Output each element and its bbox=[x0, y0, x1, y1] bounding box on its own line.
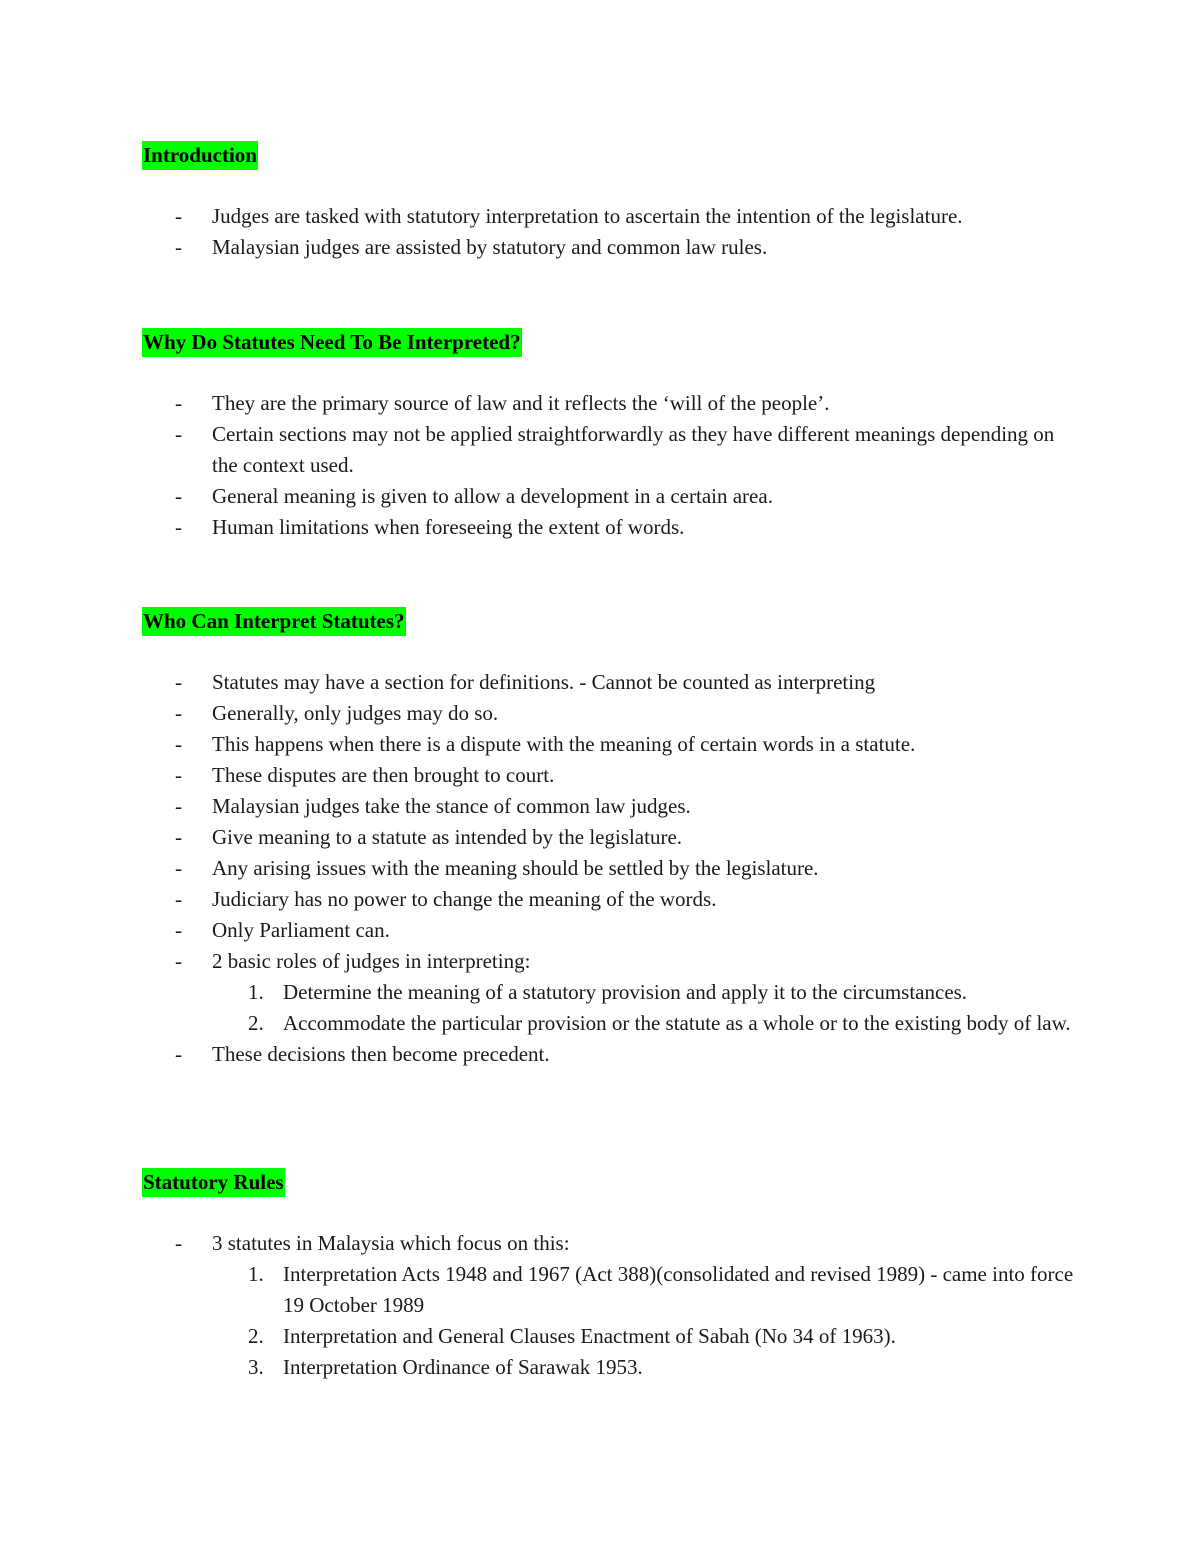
dash-marker: - bbox=[175, 422, 182, 446]
number-marker: 2. bbox=[248, 1324, 264, 1348]
list-item-text: They are the primary source of law and it reflects the ‘will of the people’. bbox=[212, 391, 830, 415]
list-item bbox=[142, 853, 1082, 884]
list-item bbox=[142, 915, 1082, 946]
dash-marker: - bbox=[175, 1042, 182, 1066]
number-marker: 1. bbox=[248, 980, 264, 1004]
numbered-item-text: Interpretation and General Clauses Enactment of Sabah (No 34 of 1963). bbox=[283, 1324, 896, 1348]
list-item-text: Give meaning to a statute as intended by the legislature. bbox=[212, 825, 683, 849]
dash-marker: - bbox=[175, 763, 182, 787]
numbered-item bbox=[212, 1008, 1082, 1039]
list-item bbox=[142, 419, 1082, 481]
number-marker: 2. bbox=[248, 1011, 264, 1035]
list-item bbox=[142, 729, 1082, 760]
number-marker: 1. bbox=[248, 1262, 264, 1286]
dash-marker: - bbox=[175, 794, 182, 818]
dash-marker: - bbox=[175, 484, 182, 508]
section-heading: Introduction bbox=[142, 141, 258, 170]
dash-marker: - bbox=[175, 732, 182, 756]
list-item-text: These decisions then become precedent. bbox=[212, 1042, 550, 1066]
list-item-text: Generally, only judges may do so. bbox=[212, 701, 499, 725]
list-item-text: 3 statutes in Malaysia which focus on this: bbox=[212, 1231, 570, 1255]
dash-marker: - bbox=[175, 701, 182, 725]
section-heading: Why Do Statutes Need To Be Interpreted? bbox=[142, 328, 522, 357]
list-item bbox=[142, 822, 1082, 853]
numbered-item-text: Interpretation Ordinance of Sarawak 1953. bbox=[283, 1355, 643, 1379]
list-item bbox=[142, 760, 1082, 791]
dash-marker: - bbox=[175, 949, 182, 973]
section-heading: Who Can Interpret Statutes? bbox=[142, 607, 406, 636]
section-introduction bbox=[142, 141, 1082, 263]
dash-marker: - bbox=[175, 670, 182, 694]
section-statutory-rules bbox=[142, 1168, 1082, 1383]
list-item-text: 2 basic roles of judges in interpreting: bbox=[212, 949, 531, 973]
list-item-text: This happens when there is a dispute with the meaning of certain words in a statute. bbox=[212, 732, 916, 756]
numbered-item bbox=[212, 1352, 1082, 1383]
list-item-text: Only Parliament can. bbox=[212, 918, 390, 942]
list-item bbox=[142, 201, 1082, 232]
list-item bbox=[142, 946, 1082, 1039]
bullet-list bbox=[142, 1228, 1082, 1383]
list-item bbox=[142, 481, 1082, 512]
list-item bbox=[142, 1039, 1082, 1070]
dash-marker: - bbox=[175, 204, 182, 228]
numbered-item-text: Determine the meaning of a statutory provision and apply it to the circumstances. bbox=[283, 980, 968, 1004]
number-marker: 3. bbox=[248, 1355, 264, 1379]
list-item-text: Human limitations when foreseeing the extent of words. bbox=[212, 515, 685, 539]
list-item-text: Statutes may have a section for definitions. - Cannot be counted as interpreting bbox=[212, 670, 876, 694]
list-item bbox=[142, 791, 1082, 822]
dash-marker: - bbox=[175, 391, 182, 415]
bullet-list bbox=[142, 667, 1082, 1070]
numbered-item-text: Accommodate the particular provision or the statute as a whole or to the existing body of law. bbox=[283, 1011, 1071, 1035]
section-heading: Statutory Rules bbox=[142, 1168, 285, 1197]
list-item bbox=[142, 884, 1082, 915]
list-item bbox=[142, 698, 1082, 729]
dash-marker: - bbox=[175, 825, 182, 849]
dash-marker: - bbox=[175, 1231, 182, 1255]
bullet-list bbox=[142, 201, 1082, 263]
list-item bbox=[142, 512, 1082, 543]
dash-marker: - bbox=[175, 887, 182, 911]
list-item bbox=[142, 232, 1082, 263]
list-item bbox=[142, 388, 1082, 419]
dash-marker: - bbox=[175, 515, 182, 539]
numbered-item-text: Interpretation Acts 1948 and 1967 (Act 388)(consolidated and revised 1989) - came into force 19 October 1989 bbox=[283, 1262, 1074, 1317]
numbered-list bbox=[212, 977, 1082, 1039]
dash-marker: - bbox=[175, 918, 182, 942]
numbered-list bbox=[212, 1259, 1082, 1383]
section-why-interpreted bbox=[142, 328, 1082, 543]
list-item-text: Certain sections may not be applied straightforwardly as they have different meanings depending on the context used. bbox=[212, 422, 1055, 477]
numbered-item bbox=[212, 1259, 1082, 1321]
numbered-item bbox=[212, 977, 1082, 1008]
numbered-item bbox=[212, 1321, 1082, 1352]
list-item-text: Judges are tasked with statutory interpretation to ascertain the intention of the legislature. bbox=[212, 204, 963, 228]
list-item-text: Judiciary has no power to change the meaning of the words. bbox=[212, 887, 717, 911]
list-item-text: Malaysian judges are assisted by statutory and common law rules. bbox=[212, 235, 768, 259]
dash-marker: - bbox=[175, 856, 182, 880]
list-item bbox=[142, 1228, 1082, 1383]
bullet-list bbox=[142, 388, 1082, 543]
list-item-text: Any arising issues with the meaning should be settled by the legislature. bbox=[212, 856, 819, 880]
list-item bbox=[142, 667, 1082, 698]
list-item-text: These disputes are then brought to court. bbox=[212, 763, 555, 787]
dash-marker: - bbox=[175, 235, 182, 259]
list-item-text: Malaysian judges take the stance of common law judges. bbox=[212, 794, 691, 818]
list-item-text: General meaning is given to allow a development in a certain area. bbox=[212, 484, 773, 508]
section-who-can-interpret bbox=[142, 607, 1082, 1070]
